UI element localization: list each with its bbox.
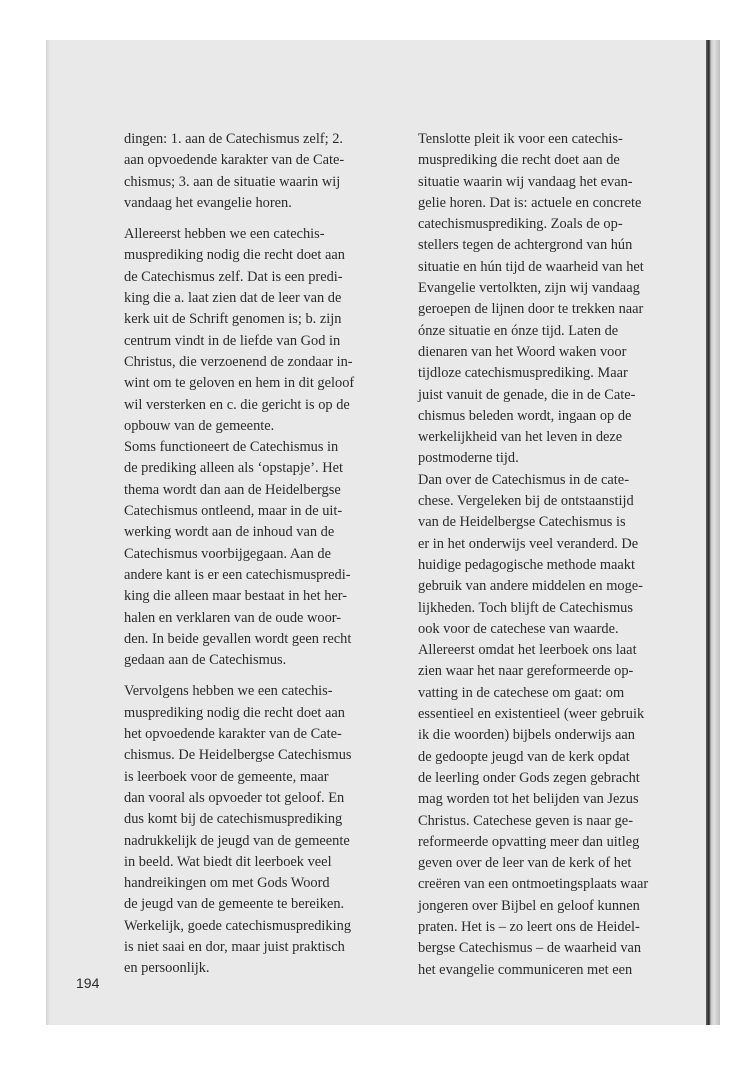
text-line: Evangelie vertolkten, zijn wij vandaag xyxy=(418,280,640,297)
text-line: de jeugd van de gemeente te bereiken. xyxy=(124,896,345,913)
text-line: dus komt bij de catechismusprediking xyxy=(124,811,343,828)
text-line: het evangelie communiceren met een xyxy=(418,961,633,978)
text-line: vatting in de catechese om gaat: om xyxy=(418,684,625,701)
text-line: opbouw van de gemeente. xyxy=(124,417,275,434)
text-line: Catechismus ontleend, maar in de uit- xyxy=(124,503,343,520)
text-line: handreikingen om met Gods Woord xyxy=(124,875,330,892)
text-line: lijkheden. Toch blijft de Catechismus xyxy=(418,599,633,616)
text-line: nadrukkelijk de jeugd van de gemeente xyxy=(124,832,350,849)
text-line: dan vooral als opvoeder tot geloof. En xyxy=(124,789,345,806)
text-line: Allereerst omdat het leerboek ons laat xyxy=(418,642,637,659)
text-line: musprediking nodig die recht doet aan xyxy=(124,247,345,264)
text-line: mag worden tot het belijden van Jezus xyxy=(418,791,639,808)
text-line: wint om te geloven en hem in dit geloof xyxy=(124,375,355,392)
text-line: Dan over de Catechismus in de cate- xyxy=(418,471,629,488)
text-line: de leerling onder Gods zegen gebracht xyxy=(418,769,640,786)
text-line: gelie horen. Dat is: actuele en concrete xyxy=(418,194,642,211)
text-line: essentieel en existentieel (weer gebruik xyxy=(418,706,645,723)
text-line: vandaag het evangelie horen. xyxy=(124,194,292,211)
text-line: Werkelijk, goede catechismusprediking xyxy=(124,917,352,934)
text-line: aan opvoedende karakter van de Cate- xyxy=(124,152,345,169)
text-line: bergse Catechismus – de waarheid van xyxy=(418,940,642,957)
left-column xyxy=(124,129,414,980)
text-line: is niet saai en dor, maar juist praktisch xyxy=(124,938,345,955)
text-line: Soms functioneert de Catechismus in xyxy=(124,439,339,456)
text-line: werking wordt aan de inhoud van de xyxy=(124,524,335,541)
text-line: Christus, die verzoenend de zondaar in- xyxy=(124,353,353,370)
text-line: gedaan aan de Catechismus. xyxy=(124,652,287,669)
paragraph xyxy=(418,640,680,981)
text-line: musprediking die recht doet aan de xyxy=(418,152,620,169)
text-line: thema wordt dan aan de Heidelbergse xyxy=(124,481,341,498)
text-line: ook voor de catechese van waarde. xyxy=(418,620,619,637)
text-line: de gedoopte jeugd van de kerk opdat xyxy=(418,748,630,765)
text-line: geroepen de lijnen door te trekken naar xyxy=(418,301,644,318)
right-column xyxy=(418,129,680,981)
text-line: ik die woorden) bijbels onderwijs aan xyxy=(418,727,636,744)
paragraph xyxy=(124,129,414,214)
text-line: kerk uit de Schrift genomen is; b. zijn xyxy=(124,311,342,328)
text-line: Christus. Catechese geven is naar ge- xyxy=(418,812,633,829)
text-line: jongeren over Bijbel en geloof kunnen xyxy=(418,897,640,914)
text-line: chismus; 3. aan de situatie waarin wij xyxy=(124,173,341,190)
text-line: en persoonlijk. xyxy=(124,960,210,977)
text-line: chismus beleden wordt, ingaan op de xyxy=(418,407,632,424)
text-line: andere kant is er een catechismuspredi- xyxy=(124,566,351,583)
text-line: de Catechismus zelf. Dat is een predi- xyxy=(124,268,343,285)
text-line: wil versterken en c. die gericht is op de xyxy=(124,396,350,413)
paragraph xyxy=(418,470,680,640)
text-line: van de Heidelbergse Catechismus is xyxy=(418,514,626,531)
text-line: het opvoedende karakter van de Cate- xyxy=(124,726,342,743)
text-line: tijdloze catechismusprediking. Maar xyxy=(418,365,628,382)
text-line: centrum vindt in de liefde van God in xyxy=(124,332,341,349)
text-line: halen en verklaren van de oude woor- xyxy=(124,609,342,626)
text-line: zien waar het naar gereformeerde op- xyxy=(418,663,634,680)
text-line: den. In beide gevallen wordt geen recht xyxy=(124,630,352,647)
text-line: Catechismus voorbijgegaan. Aan de xyxy=(124,545,332,562)
text-line: praten. Het is – zo leert ons de Heidel- xyxy=(418,918,640,935)
text-line: ónze situatie en ónze tijd. Laten de xyxy=(418,322,619,339)
text-line: creëren van een ontmoetingsplaats waar xyxy=(418,876,649,893)
book-page-edge xyxy=(706,40,720,1025)
text-line: chismus. De Heidelbergse Catechismus xyxy=(124,747,352,764)
paragraph xyxy=(124,224,414,437)
text-line: Tenslotte pleit ik voor een catechis- xyxy=(418,131,623,147)
paragraph xyxy=(124,681,414,979)
text-line: is leerboek voor de gemeente, maar xyxy=(124,768,329,785)
text-line: gebruik van andere middelen en moge- xyxy=(418,578,643,595)
paragraph xyxy=(124,437,414,671)
text-line: musprediking nodig die recht doet aan xyxy=(124,704,345,721)
text-line: stellers tegen de achtergrond van hún xyxy=(418,237,633,254)
text-line: chese. Vergeleken bij de ontstaanstijd xyxy=(418,493,634,510)
text-line: Vervolgens hebben we een catechis- xyxy=(124,683,333,700)
text-line: geven over de leer van de kerk of het xyxy=(418,855,632,872)
text-line: dingen: 1. aan de Catechismus zelf; 2. xyxy=(124,131,343,147)
text-line: de prediking alleen als ‘opstapje’. Het xyxy=(124,460,343,477)
text-line: king die alleen maar bestaat in het her- xyxy=(124,588,348,605)
page-left-shadow xyxy=(46,40,50,1025)
text-line: king die a. laat zien dat de leer van de xyxy=(124,290,342,307)
text-line: situatie waarin wij vandaag het evan- xyxy=(418,173,633,190)
text-line: Allereerst hebben we een catechis- xyxy=(124,226,325,243)
text-line: reformeerde opvatting meer dan uitleg xyxy=(418,833,640,850)
text-line: catechismusprediking. Zoals de op- xyxy=(418,216,623,233)
text-line: postmoderne tijd. xyxy=(418,450,519,467)
text-line: dienaren van het Woord waken voor xyxy=(418,343,627,360)
text-line: werkelijkheid van het leven in deze xyxy=(418,429,623,446)
text-line: juist vanuit de genade, die in de Cate- xyxy=(418,386,636,403)
text-line: er in het onderwijs veel veranderd. De xyxy=(418,535,639,552)
text-line: situatie en hún tijd de waarheid van het xyxy=(418,258,644,275)
text-line: in beeld. Wat biedt dit leerboek veel xyxy=(124,853,332,870)
paragraph xyxy=(418,129,680,470)
text-line: huidige pedagogische methode maakt xyxy=(418,556,635,573)
page-number: 194 xyxy=(76,975,100,991)
